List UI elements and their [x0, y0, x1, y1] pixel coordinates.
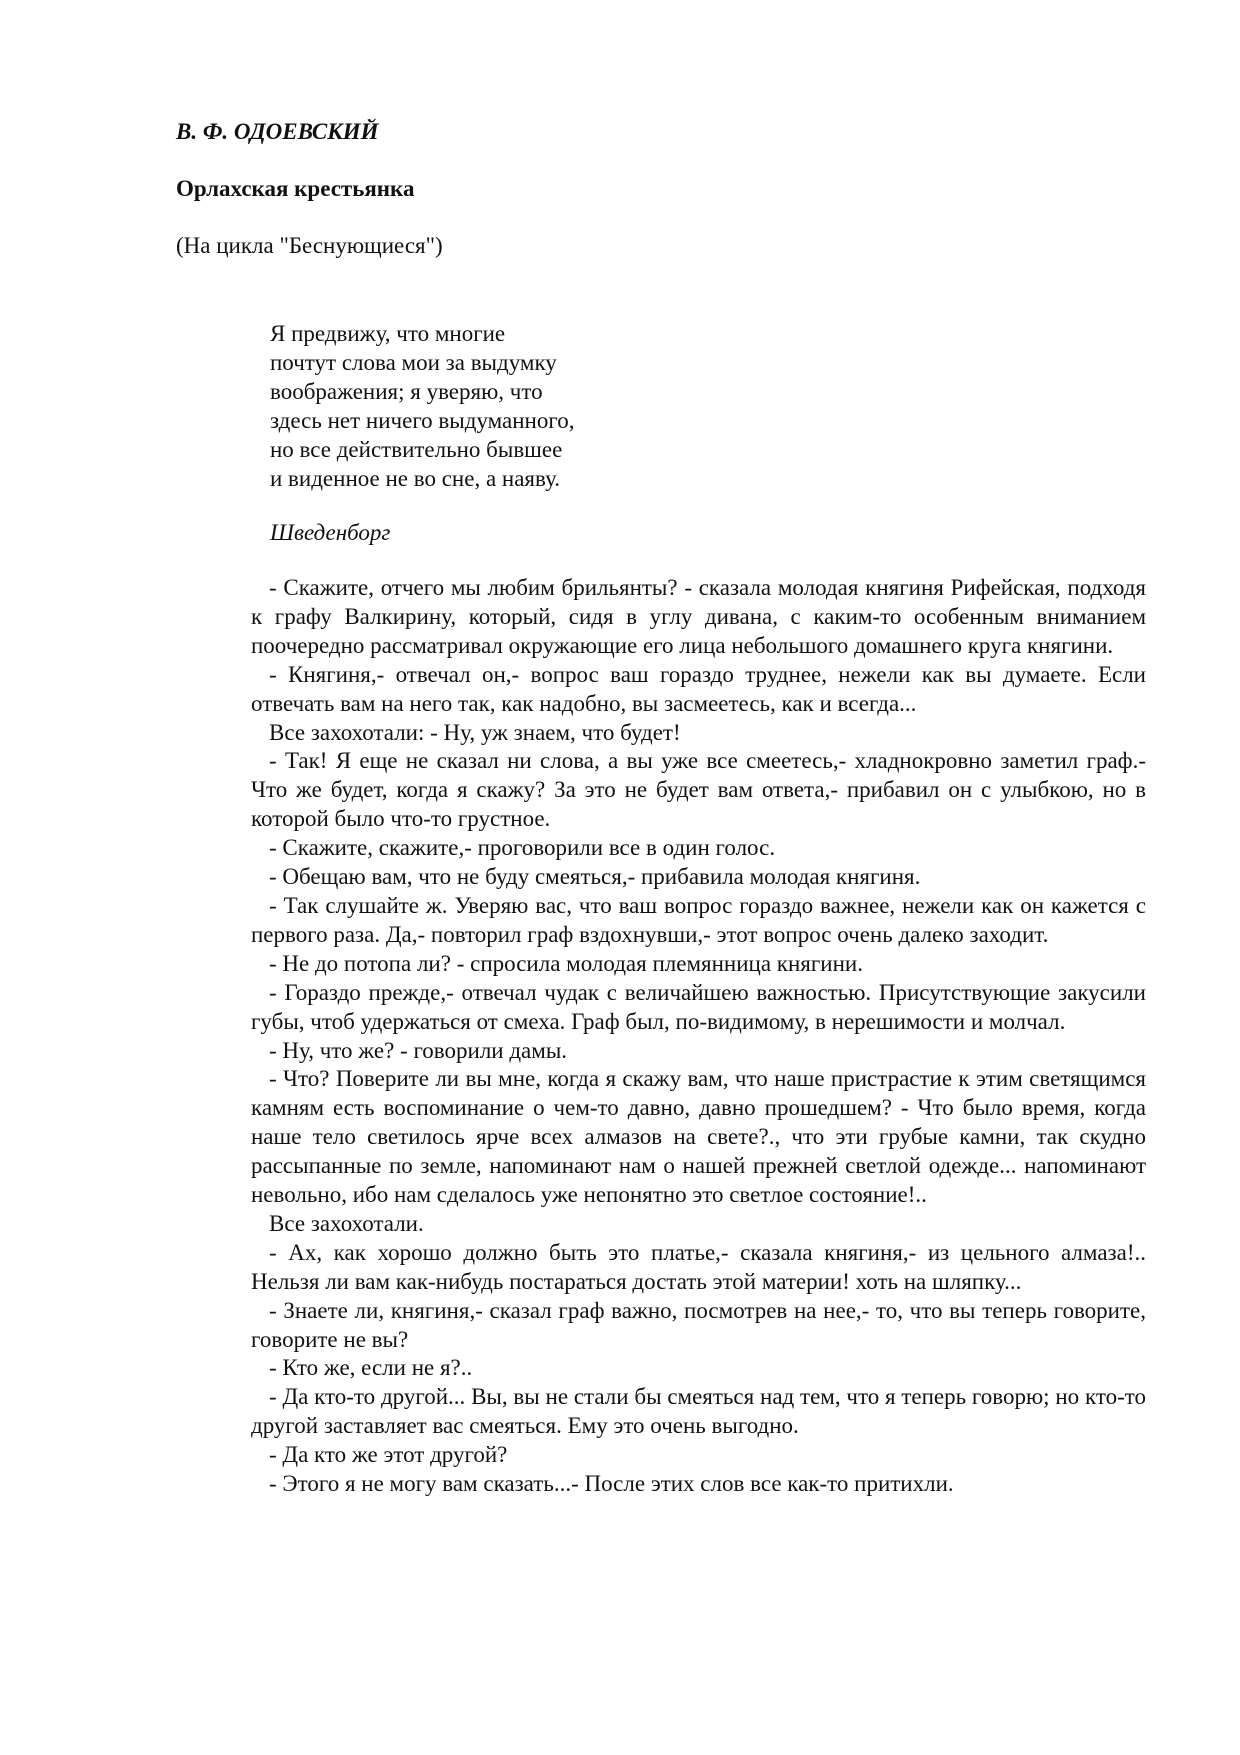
paragraph: - Скажите, отчего мы любим брильянты? - сказала молодая княгиня Рифейская, подходя к графу Валкирину, который, сидя в углу дивана, с каким-то особенным вниманием поочередно рассматривал окружающие его лица небольшого домашнего круга княгини. [251, 575, 1146, 658]
epigraph-line: и виденное не во сне, а наяву. [270, 466, 561, 491]
paragraph: - Гораздо прежде,- отвечал чудак с величайшею важностью. Присутствующие закусили губы, чтоб удержаться от смеха. Граф был, по-видимому, в нерешимости и молчал. [251, 979, 1146, 1034]
story-body [251, 574, 1146, 1499]
epigraph-line: почтут слова мои за выдумку [270, 350, 557, 375]
epigraph-line: здесь нет ничего выдуманного, [270, 408, 575, 433]
epigraph-source: Шведенборг [270, 520, 391, 545]
paragraph: Все захохотали: - Ну, уж знаем, что будет! [269, 719, 681, 745]
paragraph: - Ах, как хорошо должно быть это платье,- сказала княгиня,- из цельного алмаза!.. Нельзя ли вам как-нибудь постараться достать этой материи! хоть на шляпку... [251, 1239, 1146, 1294]
paragraph: - Не до потопа ли? - спросила молодая племянница княгини. [269, 950, 863, 976]
story-title: Орлахская крестьянка [176, 176, 415, 201]
paragraph: - Обещаю вам, что не буду смеяться,- прибавила молодая княгиня. [269, 864, 921, 890]
paragraph: - Княгиня,- отвечал он,- вопрос ваш гораздо труднее, нежели как вы думаете. Если отвечать вам на него так, как надобно, вы засмеетесь, как и всегда... [251, 661, 1146, 716]
epigraph-line: но все действительно бывшее [270, 437, 563, 462]
epigraph [270, 319, 574, 493]
paragraph: - Что? Поверите ли вы мне, когда я скажу вам, что наше пристрастие к этим светящимся камням есть воспоминание о чем-то давно, давно прошедшем? - Что было время, когда наше тело светилось ярче всех алмазов на свете?., что эти грубые камни, так скудно рассыпанные по земле, напоминают нам о нашей прежней светлой одежде... напоминают невольно, ибо нам сделалось уже непонятно это светлое состояние!.. [251, 1066, 1146, 1208]
paragraph: - Знаете ли, княгиня,- сказал граф важно, посмотрев на нее,- то, что вы теперь говорите, говорите не вы? [251, 1297, 1146, 1352]
epigraph-line: воображения; я уверяю, что [270, 379, 543, 404]
paragraph: - Скажите, скажите,- проговорили все в один голос. [269, 835, 776, 861]
paragraph: - Кто же, если не я?.. [269, 1355, 473, 1381]
epigraph-line: Я предвижу, что многие [270, 321, 506, 346]
paragraph: Все захохотали. [269, 1210, 424, 1236]
paragraph: - Так! Я еще не сказал ни слова, а вы уже все смеетесь,- хладнокровно заметил граф.- Что же будет, когда я скажу? За это не будет вам ответа,- прибавил он с улыбкою, но в которой было что-то грустное. [251, 748, 1146, 832]
paragraph: - Да кто же этот другой? [269, 1442, 508, 1468]
paragraph: - Этого я не могу вам сказать...- После этих слов все как-то притихли. [269, 1471, 954, 1497]
paragraph: - Ну, что же? - говорили дамы. [269, 1037, 568, 1063]
paragraph: - Так слушайте ж. Уверяю вас, что ваш вопрос гораздо важнее, нежели как он кажется с первого раза. Да,- повторил граф вздохнувши,- этот вопрос очень далеко заходит. [251, 892, 1146, 947]
cycle-subtitle: (На цикла "Беснующиеся") [176, 233, 443, 258]
author-name: В. Ф. ОДОЕВСКИЙ [176, 119, 379, 144]
paragraph: - Да кто-то другой... Вы, вы не стали бы смеяться над тем, что я теперь говорю; но кто-то другой заставляет вас смеяться. Ему это очень выгодно. [251, 1384, 1146, 1439]
